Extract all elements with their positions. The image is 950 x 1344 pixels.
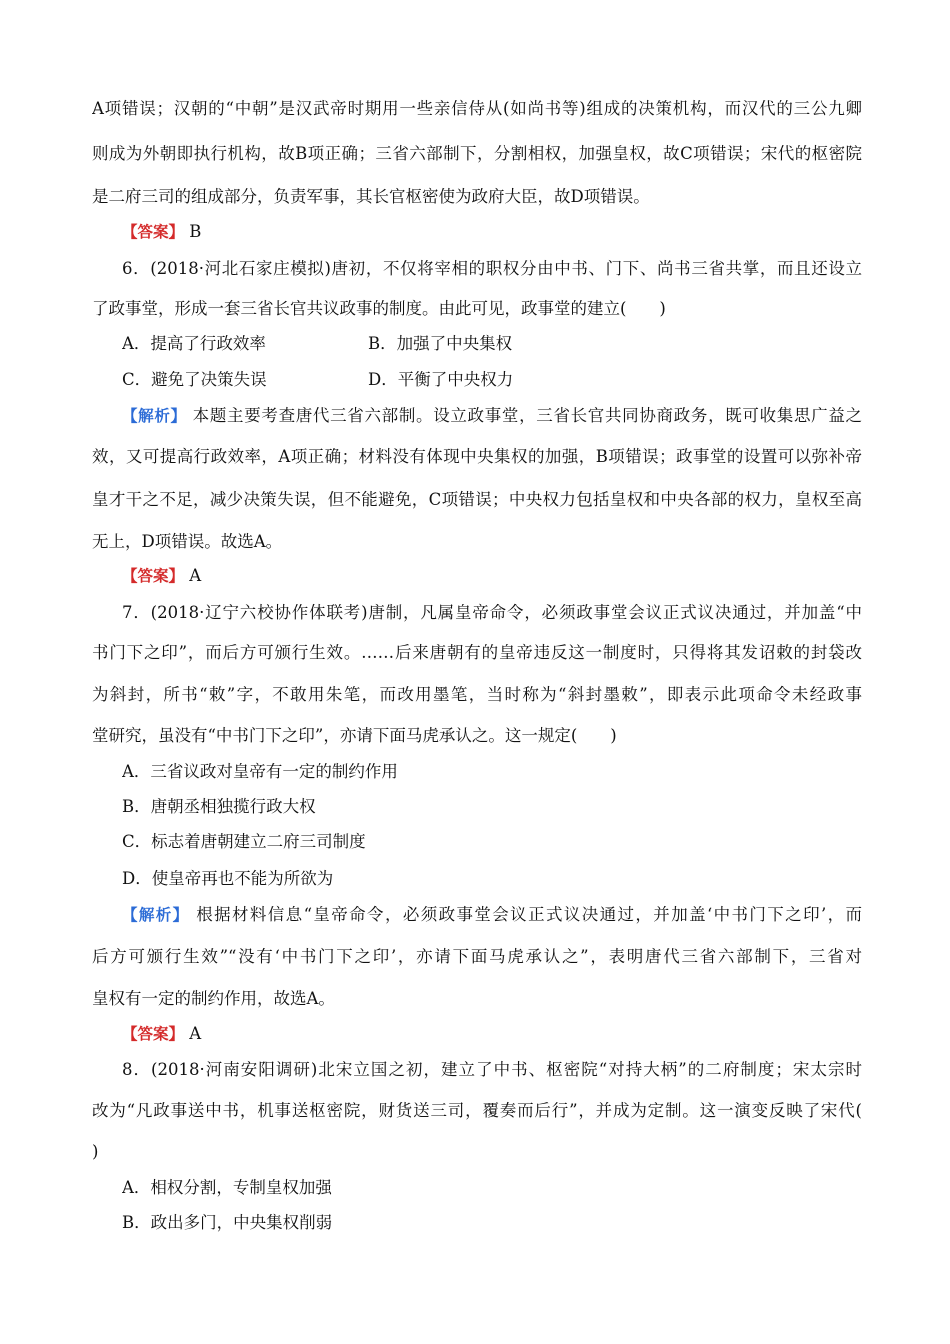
q7-analysis-first <box>122 905 862 925</box>
q5-analysis-line: 则成为外朝即执行机构，故B项正确；三省六部制下，分割相权，加强皇权，故C项错误；宋代的枢密院 <box>92 144 862 163</box>
q6-options-row-2 <box>122 370 892 390</box>
q6-analysis-line: 效，又可提高行政效率，A项正确；材料没有体现中央集权的加强，B项错误；政事堂的设置可以弥补帝 <box>92 447 862 466</box>
q6-option-d: D．平衡了中央权力 <box>368 370 514 389</box>
q8-stem-line: 改为“凡政事送中书，机事送枢密院，财货送三司，覆奏而后行”，并成为定制。这一演变反映了宋代( <box>92 1101 862 1120</box>
q7-analysis-text: 根据材料信息“皇帝命令，必须政事堂会议正式议决通过，并加盖‘中书门下之印’，而 <box>196 905 862 924</box>
q8-option-a: A．相权分割，专制皇权加强 <box>122 1178 332 1197</box>
q7-analysis-line: 皇权有一定的制约作用，故选A。 <box>92 989 335 1008</box>
q7-option-b: B．唐朝丞相独揽行政大权 <box>122 797 316 816</box>
q6-stem-line: 了政事堂，形成一套三省长官共议政事的制度。由此可见，政事堂的建立( ) <box>92 299 666 318</box>
q5-analysis-line: A项错误；汉朝的“中朝”是汉武帝时期用一些亲信侍从(如尚书等)组成的决策机构，而汉代的三公九卿 <box>92 99 862 118</box>
q8-stem-line: 8．(2018·河南安阳调研)北宋立国之初，建立了中书、枢密院“对持大柄”的二府制度；宋太宗时 <box>122 1060 862 1079</box>
q7-stem-line: 7．(2018·辽宁六校协作体联考)唐制，凡属皇帝命令，必须政事堂会议正式议决通过，并加盖“中 <box>122 603 862 622</box>
q5-answer-row <box>122 222 892 242</box>
q6-answer-value: A <box>189 566 202 585</box>
q5-analysis-line: 是二府三司的组成部分，负责军事，其长官枢密使为政府大臣，故D项错误。 <box>92 187 650 206</box>
q5-answer-value: B <box>189 222 202 241</box>
q8-option-b: B．政出多门，中央集权削弱 <box>122 1213 333 1232</box>
q6-option-b: B．加强了中央集权 <box>368 334 513 353</box>
analysis-label: 【解析】 <box>122 407 187 425</box>
analysis-label: 【解析】 <box>122 906 190 924</box>
q6-option-c: C．避免了决策失误 <box>122 370 267 389</box>
q6-stem-line: 6．(2018·河北石家庄模拟)唐初，不仅将宰相的职权分由中书、门下、尚书三省共掌，而且还设立 <box>122 259 862 278</box>
q7-stem-line: 堂研究，虽没有“中书门下之印”，亦请下面马虎承认之。这一规定( ) <box>92 726 617 745</box>
q7-stem-line: 为斜封，所书“敕”字，不敢用朱笔，而改用墨笔，当时称为“斜封墨敕”，即表示此项命令未经政事 <box>92 685 862 704</box>
q6-option-a: A．提高了行政效率 <box>122 334 266 353</box>
q6-analysis-line: 无上，D项错误。故选A。 <box>92 532 283 551</box>
answer-label: 【答案】 <box>122 223 185 241</box>
answer-label: 【答案】 <box>122 1025 185 1043</box>
answer-label: 【答案】 <box>122 567 185 585</box>
q7-option-d: D．使皇帝再也不能为所欲为 <box>122 869 334 888</box>
q7-answer-value: A <box>189 1024 202 1043</box>
q7-stem-line: 书门下之印”，而后方可颁行生效。……后来唐朝有的皇帝违反这一制度时，只得将其发诏敕的封袋改 <box>92 643 862 662</box>
q6-analysis-line: 皇才干之不足，减少决策失误，但不能避免，C项错误；中央权力包括皇权和中央各部的权力，皇权至高 <box>92 490 862 509</box>
q7-option-c: C．标志着唐朝建立二府三司制度 <box>122 832 366 851</box>
q8-stem-line: ) <box>92 1142 99 1161</box>
q7-answer-row <box>122 1024 892 1044</box>
q6-options-row-1 <box>122 334 892 354</box>
q6-answer-row <box>122 566 892 586</box>
q7-analysis-line: 后方可颁行生效”“没有‘中书门下之印’，亦请下面马虎承认之”，表明唐代三省六部制下，三省对 <box>92 947 862 966</box>
q7-option-a: A．三省议政对皇帝有一定的制约作用 <box>122 762 398 781</box>
q6-analysis-first <box>122 406 862 426</box>
q6-analysis-text: 本题主要考查唐代三省六部制。设立政事堂，三省长官共同协商政务，既可收集思广益之 <box>192 406 862 425</box>
